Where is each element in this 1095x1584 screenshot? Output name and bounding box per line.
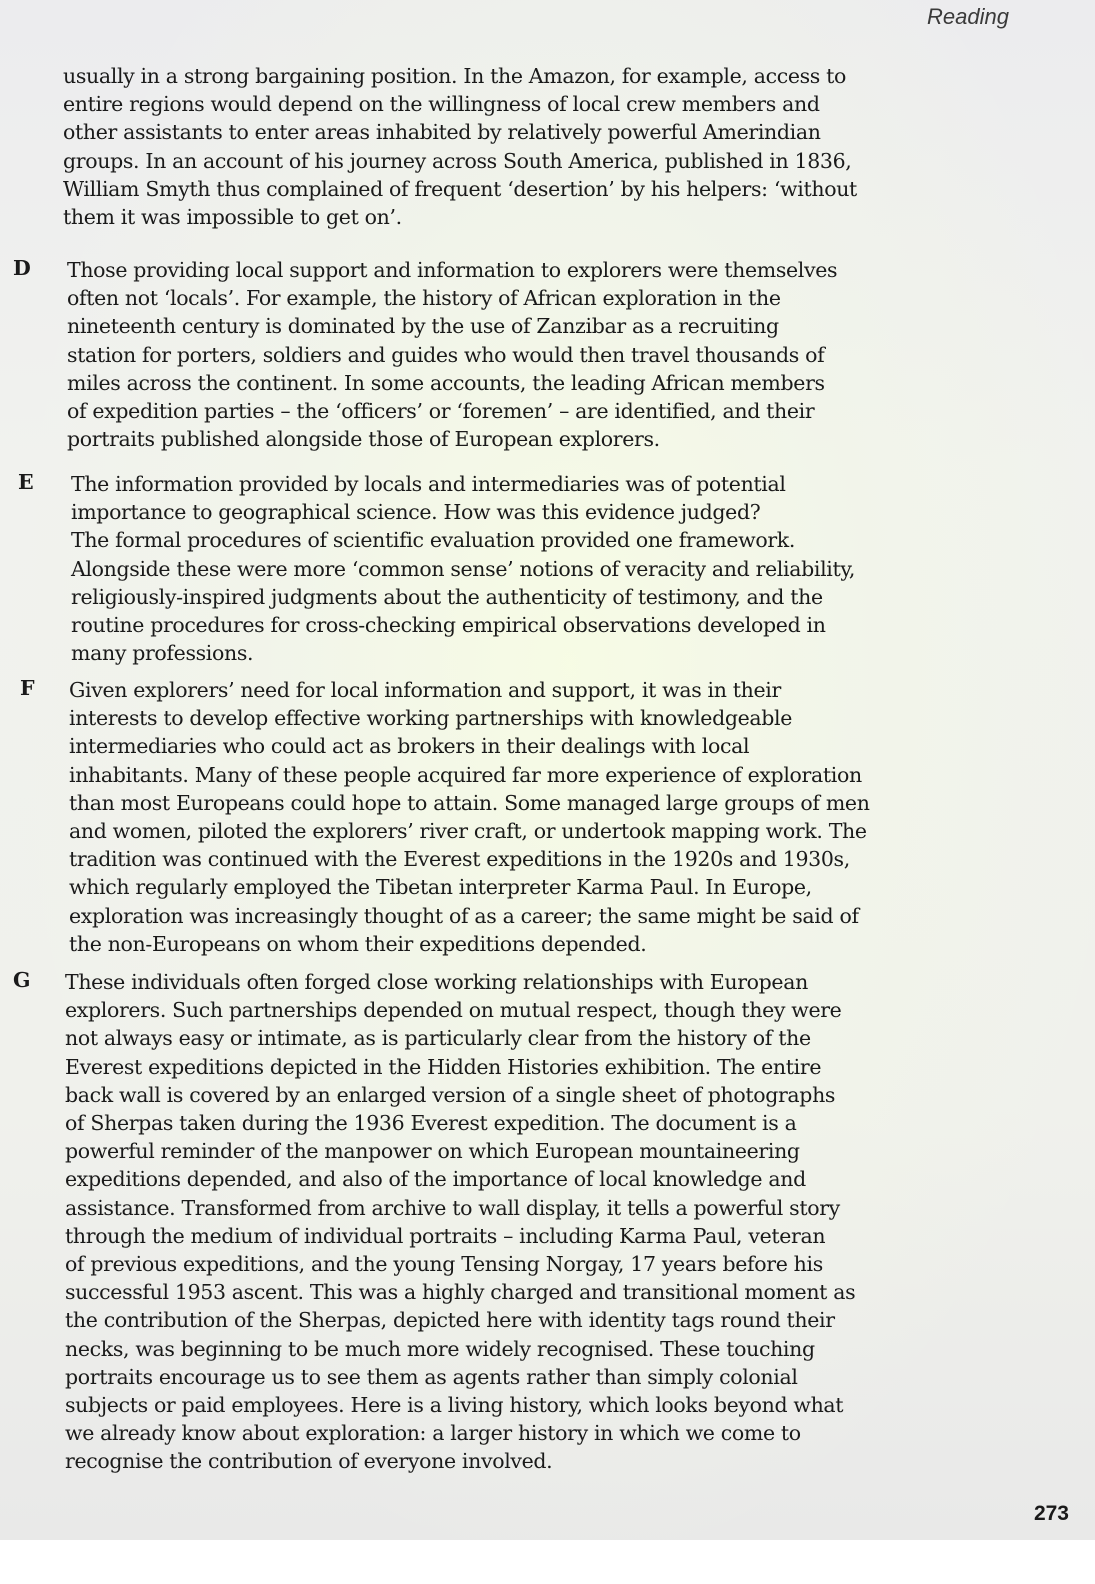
text-line: entire regions would depend on the willingness of local crew members and bbox=[63, 92, 820, 117]
text-line: tradition was continued with the Everest expeditions in the 1920s and 1930s, bbox=[69, 847, 850, 872]
section-header: Reading bbox=[927, 4, 1009, 29]
text-line: the contribution of the Sherpas, depicted here with identity tags round their bbox=[65, 1308, 835, 1333]
paragraph-continued bbox=[63, 62, 857, 231]
paragraph-e bbox=[71, 470, 855, 667]
text-line: of previous expeditions, and the young Tensing Norgay, 17 years before his bbox=[65, 1252, 823, 1277]
text-line: explorers. Such partnerships depended on mutual respect, though they were bbox=[65, 998, 842, 1023]
text-line: exploration was increasingly thought of as a career; the same might be said of bbox=[69, 903, 859, 928]
text-line: inhabitants. Many of these people acquired far more experience of exploration bbox=[69, 762, 862, 787]
text-line: of Sherpas taken during the 1936 Everest expedition. The document is a bbox=[65, 1111, 797, 1136]
text-line: we already know about exploration: a larger history in which we come to bbox=[65, 1421, 801, 1446]
text-line: religiously-inspired judgments about the authenticity of testimony, and the bbox=[71, 584, 823, 609]
text-line: necks, was beginning to be much more widely recognised. These touching bbox=[65, 1336, 815, 1361]
text-line: miles across the continent. In some accounts, the leading African members bbox=[67, 370, 825, 395]
text-line: portraits published alongside those of European explorers. bbox=[67, 427, 660, 452]
text-line: assistance. Transformed from archive to wall display, it tells a powerful story bbox=[65, 1195, 840, 1220]
text-line: successful 1953 ascent. This was a highly charged and transitional moment as bbox=[65, 1280, 856, 1305]
text-line: The formal procedures of scientific evaluation provided one framework. bbox=[71, 528, 796, 553]
text-line: interests to develop effective working partnerships with knowledgeable bbox=[69, 706, 793, 731]
text-line: other assistants to enter areas inhabited by relatively powerful Amerindian bbox=[63, 120, 821, 145]
text-line: than most Europeans could hope to attain. Some managed large groups of men bbox=[69, 790, 870, 815]
text-line: routine procedures for cross-checking empirical observations developed in bbox=[71, 613, 826, 638]
paragraph-f bbox=[69, 676, 870, 958]
text-line: of expedition parties – the ‘officers’ or ‘foremen’ – are identified, and their bbox=[67, 399, 815, 424]
text-line: usually in a strong bargaining position. In the Amazon, for example, access to bbox=[63, 64, 847, 88]
text-line: them it was impossible to get on’. bbox=[63, 205, 402, 230]
text-line: expeditions depended, and also of the importance of local knowledge and bbox=[65, 1167, 806, 1192]
text-line: importance to geographical science. How was this evidence judged? bbox=[71, 500, 761, 525]
text-line: William Smyth thus complained of frequent ‘desertion’ by his helpers: ‘without bbox=[63, 176, 857, 201]
text-line: and women, piloted the explorers’ river craft, or undertook mapping work. The bbox=[69, 819, 867, 844]
text-line: Given explorers’ need for local information and support, it was in their bbox=[69, 678, 781, 702]
text-line: not always easy or intimate, as is particularly clear from the history of the bbox=[65, 1026, 811, 1051]
text-line: Everest expeditions depicted in the Hidden Histories exhibition. The entire bbox=[65, 1054, 822, 1079]
text-line: subjects or paid employees. Here is a living history, which looks beyond what bbox=[65, 1393, 844, 1418]
paragraph-letter-g: G bbox=[13, 968, 31, 992]
paragraph-letter-e: E bbox=[18, 470, 34, 494]
paragraph-d bbox=[67, 256, 837, 453]
text-line: portraits encourage us to see them as agents rather than simply colonial bbox=[65, 1364, 798, 1389]
text-line: back wall is covered by an enlarged version of a single sheet of photographs bbox=[65, 1082, 836, 1107]
text-line: nineteenth century is dominated by the use of Zanzibar as a recruiting bbox=[67, 314, 779, 339]
text-line: powerful reminder of the manpower on which European mountaineering bbox=[65, 1139, 800, 1164]
text-line: intermediaries who could act as brokers in their dealings with local bbox=[69, 734, 750, 759]
page-bottom-edge bbox=[0, 1540, 1095, 1584]
text-line: groups. In an account of his journey across South America, published in 1836, bbox=[63, 148, 852, 173]
text-line: many professions. bbox=[71, 641, 254, 666]
text-line: through the medium of individual portraits – including Karma Paul, veteran bbox=[65, 1223, 826, 1248]
text-line: the non-Europeans on whom their expeditions depended. bbox=[69, 931, 647, 956]
text-line: The information provided by locals and intermediaries was of potential bbox=[71, 472, 786, 496]
text-line: station for porters, soldiers and guides who would then travel thousands of bbox=[67, 342, 825, 367]
text-line: Those providing local support and information to explorers were themselves bbox=[67, 258, 838, 282]
text-line: often not ‘locals’. For example, the history of African exploration in the bbox=[67, 286, 781, 311]
text-line: which regularly employed the Tibetan interpreter Karma Paul. In Europe, bbox=[69, 875, 812, 900]
text-line: Alongside these were more ‘common sense’ notions of veracity and reliability, bbox=[71, 556, 856, 581]
paragraph-letter-d: D bbox=[13, 256, 31, 280]
text-line: recognise the contribution of everyone involved. bbox=[65, 1449, 553, 1474]
paragraph-letter-f: F bbox=[20, 676, 35, 700]
text-line: These individuals often forged close working relationships with European bbox=[65, 970, 808, 994]
paragraph-g bbox=[65, 968, 855, 1476]
page-number: 273 bbox=[1033, 1502, 1069, 1525]
